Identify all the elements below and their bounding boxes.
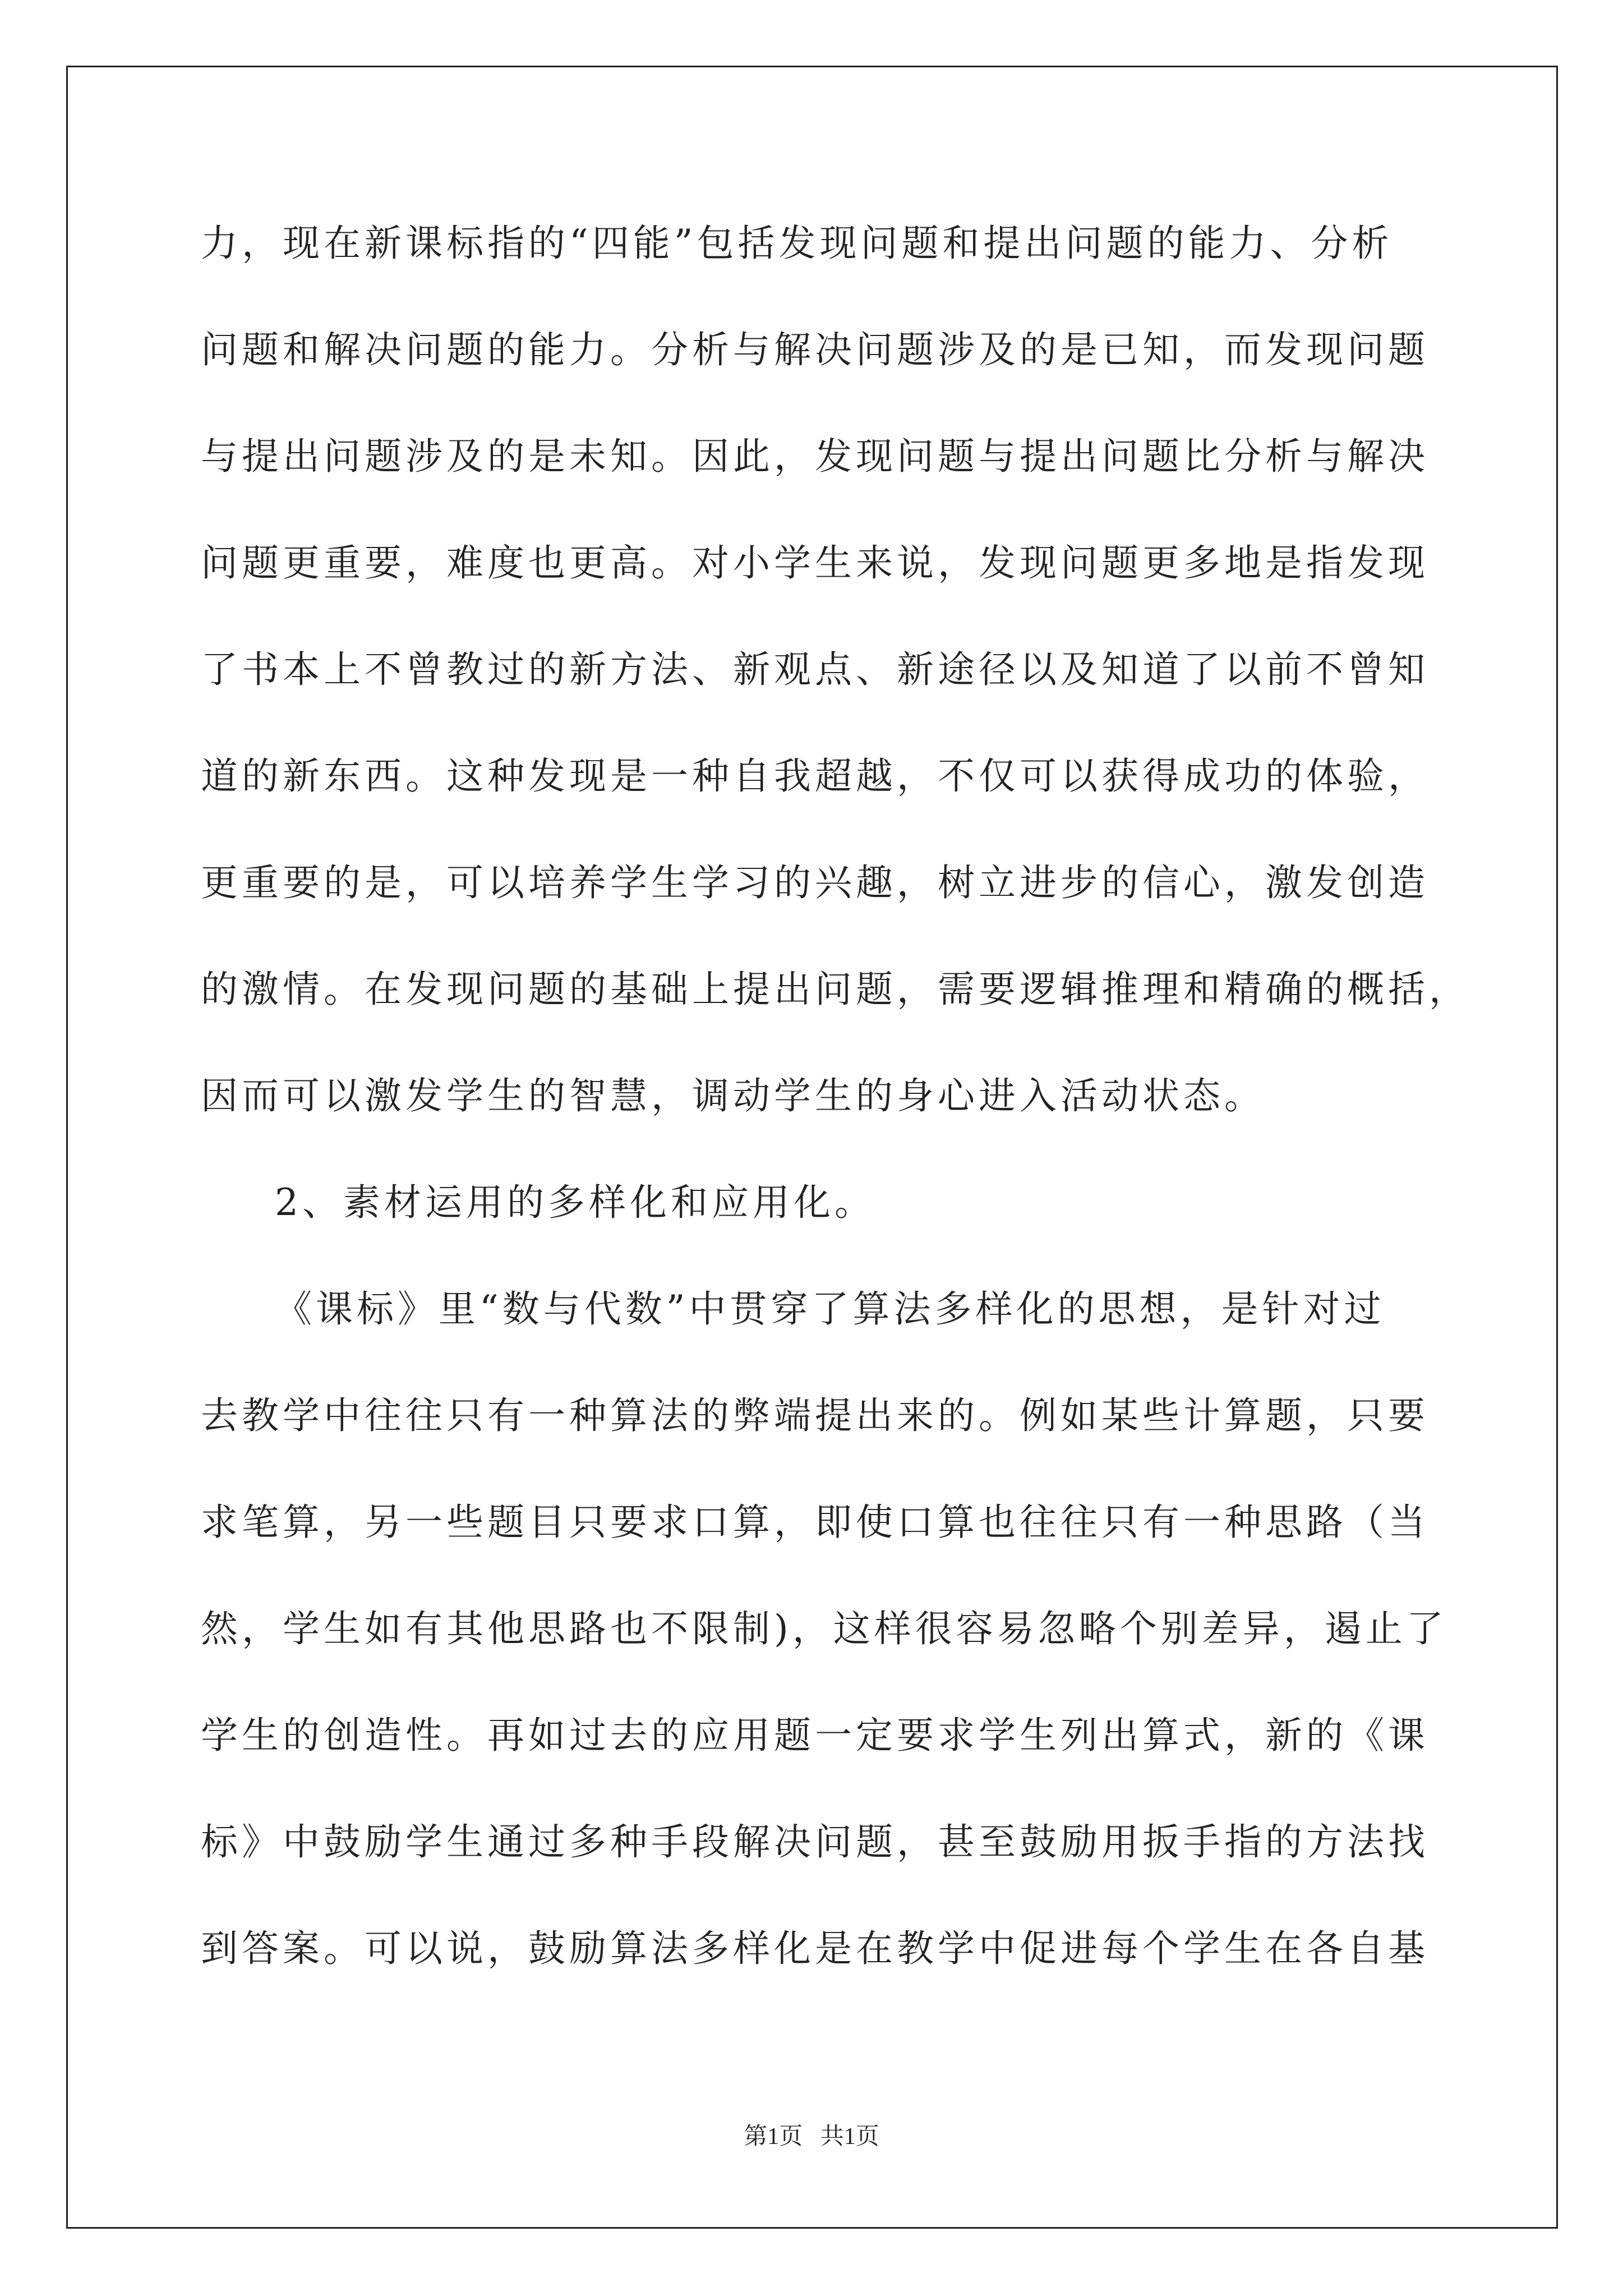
text-line: 了书本上不曾教过的新方法、新观点、新途径以及知道了以前不曾知	[201, 648, 1429, 691]
text-line: 与提出问题涉及的是未知。因此，发现问题与提出问题比分析与解决	[201, 435, 1429, 478]
text-line: 标》中鼓励学生通过多种手段解决问题，甚至鼓励用扳手指的方法找	[201, 1820, 1429, 1864]
text-line: 更重要的是，可以培养学生学习的兴趣，树立进步的信心，激发创造	[201, 861, 1429, 904]
text-line: 《课标》里“数与代数”中贯穿了算法多样化的思想，是针对过	[275, 1287, 1385, 1331]
text-line: 的激情。在发现问题的基础上提出问题，需要逻辑推理和精确的概括，	[201, 968, 1470, 1011]
text-line: 求笔算，另一些题目只要求口算，即使口算也往往只有一种思路（当	[201, 1501, 1429, 1544]
document-body	[201, 218, 1470, 2030]
text-line: 2、素材运用的多样化和应用化。	[275, 1181, 875, 1224]
page-footer: 第1页 共1页	[744, 2124, 879, 2150]
text-line: 问题和解决问题的能力。分析与解决问题涉及的是已知，而发现问题	[201, 328, 1429, 371]
text-line: 学生的创造性。再如过去的应用题一定要求学生列出算式，新的《课	[201, 1714, 1429, 1757]
text-line: 然，学生如有其他思路也不限制)，这样很容易忽略个别差异，遏止了	[201, 1607, 1447, 1650]
text-line: 道的新东西。这种发现是一种自我超越，不仅可以获得成功的体验，	[201, 754, 1429, 798]
text-line: 问题更重要，难度也更高。对小学生来说，发现问题更多地是指发现	[201, 541, 1429, 585]
text-line: 力，现在新课标指的“四能”包括发现问题和提出问题的能力、分析	[201, 222, 1393, 265]
text-line: 到答案。可以说，鼓励算法多样化是在教学中促进每个学生在各自基	[201, 1927, 1429, 1970]
text-line: 去教学中往往只有一种算法的弊端提出来的。例如某些计算题，只要	[201, 1394, 1429, 1437]
text-line: 因而可以激发学生的智慧，调动学生的身心进入活动状态。	[201, 1074, 1265, 1117]
